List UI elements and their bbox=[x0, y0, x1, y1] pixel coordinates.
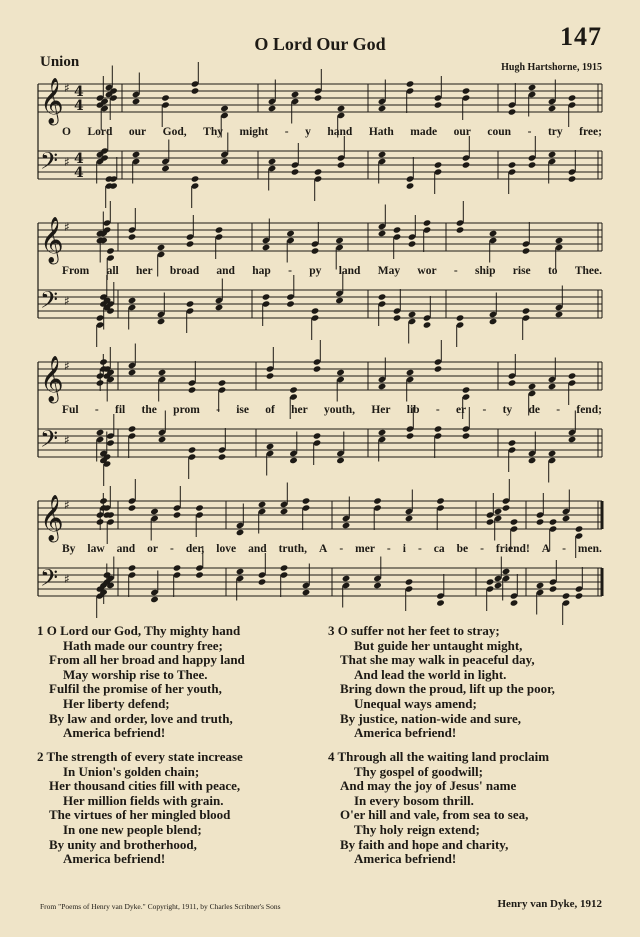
notehead bbox=[195, 504, 204, 511]
lyric-syllable: ca bbox=[433, 543, 445, 555]
lyric-syllable: - bbox=[453, 265, 458, 277]
notehead bbox=[555, 311, 564, 318]
lyric-syllable: hap bbox=[252, 265, 271, 277]
lyric-syllable: y bbox=[305, 126, 311, 138]
lyric-syllable: friend! bbox=[495, 543, 530, 555]
sharp-key-signature: ♯ bbox=[64, 155, 70, 169]
lyric-syllable: Hath bbox=[368, 126, 394, 138]
stanza-4 bbox=[328, 750, 549, 867]
notehead bbox=[313, 365, 322, 372]
lyric-syllable: broad bbox=[169, 265, 200, 277]
lyric-syllable: - bbox=[288, 265, 292, 277]
stanza-line: From all her broad and happy land bbox=[49, 652, 245, 668]
lyric-syllable: love bbox=[216, 543, 237, 555]
notehead bbox=[280, 508, 289, 515]
notehead bbox=[236, 568, 245, 575]
notehead bbox=[335, 237, 344, 244]
notehead bbox=[462, 386, 471, 393]
stanza-line: Thy gospel of goodwill; bbox=[354, 763, 483, 779]
lyric-line-4 bbox=[62, 543, 602, 555]
lyric-syllable: Thy bbox=[203, 126, 223, 138]
lyric-syllable: or bbox=[147, 543, 159, 555]
notehead bbox=[266, 372, 275, 379]
lyric-syllable: might bbox=[239, 126, 269, 138]
notehead bbox=[486, 578, 495, 585]
notehead bbox=[528, 383, 537, 390]
lyric-line-1 bbox=[62, 126, 602, 138]
notehead bbox=[186, 300, 195, 307]
notehead bbox=[218, 453, 227, 460]
notehead bbox=[128, 297, 137, 304]
sharp-key-signature: ♯ bbox=[64, 81, 70, 95]
notehead bbox=[562, 592, 571, 599]
notehead bbox=[423, 321, 432, 328]
lyric-syllable: and bbox=[248, 543, 267, 555]
notehead bbox=[99, 358, 108, 365]
notehead bbox=[128, 564, 137, 571]
notehead bbox=[548, 151, 557, 158]
lyric-syllable: Thee. bbox=[574, 265, 602, 277]
notehead bbox=[373, 497, 382, 504]
notehead bbox=[502, 504, 511, 511]
notehead bbox=[549, 518, 558, 525]
notehead bbox=[186, 240, 195, 247]
notehead bbox=[132, 151, 141, 158]
lyric-syllable: mer bbox=[355, 543, 375, 555]
sharp-key-signature: ♯ bbox=[64, 294, 70, 308]
notehead bbox=[262, 244, 271, 251]
notehead bbox=[106, 439, 115, 446]
notehead bbox=[289, 386, 298, 393]
lyric-syllable: Lord bbox=[87, 126, 113, 138]
stanza-line: And may the joy of Jesus' name bbox=[340, 778, 517, 794]
notehead bbox=[548, 383, 557, 390]
sharp-key-signature: ♯ bbox=[64, 572, 70, 586]
notehead bbox=[436, 497, 445, 504]
notehead bbox=[406, 432, 415, 439]
lyric-syllable: - bbox=[435, 404, 440, 416]
lyric-syllable: and bbox=[216, 265, 235, 277]
notehead bbox=[335, 297, 344, 304]
lyric-syllable: - bbox=[417, 543, 422, 555]
lyric-syllable: der, bbox=[185, 543, 205, 555]
lyric-syllable: ise bbox=[236, 404, 249, 416]
notehead bbox=[106, 247, 115, 254]
lyric-syllable: - bbox=[482, 404, 487, 416]
notehead bbox=[373, 582, 382, 589]
stanza-line: By law and order, love and truth, bbox=[49, 710, 233, 726]
lyric-syllable: - bbox=[170, 543, 174, 555]
notehead bbox=[99, 497, 108, 504]
notehead bbox=[280, 564, 289, 571]
notehead bbox=[314, 168, 323, 175]
stanza-line: In Union's golden chain; bbox=[63, 763, 200, 779]
lyric-syllable: fil bbox=[115, 404, 126, 416]
notehead bbox=[462, 432, 471, 439]
notehead bbox=[158, 436, 167, 443]
lyric-syllable: our bbox=[128, 126, 147, 138]
notehead bbox=[128, 369, 137, 376]
lyric-syllable: - bbox=[556, 404, 561, 416]
notehead bbox=[462, 161, 471, 168]
lyric-line-3 bbox=[62, 404, 602, 416]
notehead bbox=[528, 457, 537, 464]
notehead bbox=[489, 318, 498, 325]
notehead bbox=[336, 457, 345, 464]
stanza-line: And lead the world in light. bbox=[354, 666, 507, 682]
hymn-number: 147 bbox=[560, 22, 602, 51]
notehead bbox=[494, 582, 503, 589]
stanza-line: In one new people blend; bbox=[63, 821, 202, 837]
notehead bbox=[456, 226, 465, 233]
lyric-syllable: Her bbox=[371, 404, 391, 416]
stanza-line: That she may walk in peaceful day, bbox=[340, 652, 535, 668]
lyric-syllable: rise bbox=[512, 265, 531, 277]
lyric-syllable: her bbox=[291, 404, 308, 416]
notehead bbox=[337, 161, 346, 168]
notehead bbox=[508, 161, 517, 168]
notehead bbox=[150, 508, 159, 515]
lyric-syllable: lib bbox=[406, 404, 420, 416]
lyric-syllable: A bbox=[541, 543, 551, 555]
notehead bbox=[549, 585, 558, 592]
lyric-syllable: May bbox=[377, 265, 401, 277]
bass-clef: 𝄢 bbox=[40, 147, 59, 180]
lyric-syllable: Ful bbox=[62, 404, 79, 416]
notehead bbox=[434, 425, 443, 432]
notehead bbox=[508, 108, 517, 115]
notehead bbox=[268, 105, 277, 112]
notehead bbox=[266, 443, 275, 450]
stanza-line: Bring down the proud, lift up the poor, bbox=[340, 681, 555, 697]
tune-name: Union bbox=[40, 54, 80, 70]
notehead bbox=[215, 304, 224, 311]
lyric-syllable: God, bbox=[162, 126, 187, 138]
notehead bbox=[258, 501, 267, 508]
notehead bbox=[528, 161, 537, 168]
lyric-syllable: i bbox=[402, 543, 406, 555]
notehead bbox=[406, 80, 415, 87]
notehead bbox=[502, 568, 511, 575]
notehead bbox=[336, 369, 345, 376]
lyric-syllable: youth, bbox=[324, 404, 356, 416]
lyric-syllable: truth, bbox=[278, 543, 308, 555]
stanza-line: Her thousand cities fill with peace, bbox=[49, 778, 241, 794]
notehead bbox=[536, 518, 545, 525]
notehead bbox=[378, 429, 387, 436]
notehead bbox=[289, 457, 298, 464]
lyric-syllable: coun bbox=[487, 126, 512, 138]
notehead bbox=[188, 446, 197, 453]
notehead bbox=[262, 293, 271, 300]
notehead bbox=[215, 226, 224, 233]
lyric-syllable: made bbox=[410, 126, 438, 138]
notehead bbox=[528, 84, 537, 91]
notehead bbox=[236, 529, 245, 536]
notehead bbox=[161, 165, 170, 172]
lyric-syllable: By bbox=[62, 543, 76, 555]
notehead bbox=[408, 240, 417, 247]
stanza-line: By unity and brotherhood, bbox=[49, 836, 197, 852]
notehead bbox=[191, 175, 200, 182]
notehead bbox=[434, 101, 443, 108]
stanza-line: Thy holy reign extend; bbox=[354, 821, 480, 837]
lyric-syllable: de bbox=[528, 404, 540, 416]
sharp-key-signature: ♯ bbox=[64, 433, 70, 447]
notehead bbox=[548, 450, 557, 457]
notehead bbox=[378, 105, 387, 112]
stanza-line: May worship rise to Thee. bbox=[63, 666, 208, 682]
lyric-syllable: A bbox=[319, 543, 328, 555]
bass-clef: 𝄢 bbox=[40, 286, 59, 319]
notehead bbox=[393, 314, 402, 321]
lyric-syllable: ty bbox=[502, 404, 513, 416]
lyric-syllable: to bbox=[547, 265, 558, 277]
notehead bbox=[268, 158, 277, 165]
stanza-line: America befriend! bbox=[354, 851, 457, 867]
lyric-syllable: From bbox=[62, 265, 90, 277]
notehead bbox=[173, 564, 182, 571]
lyric-syllable: - bbox=[284, 126, 289, 138]
notehead bbox=[132, 98, 141, 105]
notehead bbox=[378, 230, 387, 237]
lyric-syllable: - bbox=[94, 404, 99, 416]
lyric-syllable: land bbox=[338, 265, 361, 277]
lyric-syllable: - bbox=[386, 543, 391, 555]
stanza-line: Unequal ways amend; bbox=[354, 695, 477, 711]
time-signature: 4 bbox=[74, 98, 84, 114]
lyric-line-2 bbox=[62, 265, 602, 277]
stanza-line: By faith and hope and charity, bbox=[340, 836, 509, 852]
notehead bbox=[575, 525, 584, 532]
notehead bbox=[568, 175, 577, 182]
bass-clef: 𝄢 bbox=[40, 564, 59, 597]
notehead bbox=[508, 379, 517, 386]
notehead bbox=[406, 182, 415, 189]
notehead bbox=[311, 307, 320, 314]
notehead bbox=[436, 599, 445, 606]
hymn-title: O Lord Our God bbox=[254, 34, 386, 54]
notehead bbox=[291, 91, 300, 98]
treble-clef: 𝄞 bbox=[40, 78, 64, 124]
lyric-syllable: law bbox=[87, 543, 105, 555]
bass-clef: 𝄢 bbox=[40, 425, 59, 458]
sharp-key-signature: ♯ bbox=[64, 359, 70, 373]
stanza-line: 4 Through all the waiting land proclaim bbox=[328, 749, 550, 764]
lyric-syllable: O bbox=[62, 126, 71, 138]
notehead bbox=[302, 589, 311, 596]
notehead bbox=[157, 318, 166, 325]
notehead bbox=[191, 87, 200, 94]
treble-clef: 𝄞 bbox=[40, 217, 64, 263]
time-signature: 4 bbox=[74, 84, 84, 100]
notehead bbox=[157, 244, 166, 251]
notehead bbox=[494, 508, 503, 515]
treble-clef: 𝄞 bbox=[40, 495, 64, 541]
notehead bbox=[548, 105, 557, 112]
stanza-line: The virtues of her mingled blood bbox=[49, 807, 231, 823]
notehead bbox=[405, 578, 414, 585]
stanza-line: Fulfil the promise of her youth, bbox=[49, 681, 222, 697]
notehead bbox=[96, 314, 105, 321]
lyric-syllable: - bbox=[480, 543, 484, 555]
notehead bbox=[508, 439, 517, 446]
notehead bbox=[434, 161, 443, 168]
notehead bbox=[291, 168, 300, 175]
notehead bbox=[342, 575, 351, 582]
notehead bbox=[378, 293, 387, 300]
notehead bbox=[150, 596, 159, 603]
notehead bbox=[522, 247, 531, 254]
stanza-1 bbox=[37, 624, 245, 741]
lyric-syllable: free; bbox=[579, 126, 602, 138]
stanza-line: O'er hill and vale, from sea to sea, bbox=[340, 807, 529, 823]
treble-clef: 𝄞 bbox=[40, 356, 64, 402]
notehead bbox=[434, 365, 443, 372]
lyric-syllable: try bbox=[547, 126, 563, 138]
lyric-syllable: - bbox=[339, 543, 344, 555]
notehead bbox=[555, 237, 564, 244]
lyric-syllable: hand bbox=[327, 126, 353, 138]
notehead bbox=[406, 369, 415, 376]
notehead bbox=[486, 518, 495, 525]
notehead bbox=[408, 311, 417, 318]
notehead bbox=[173, 511, 182, 518]
notehead bbox=[188, 386, 197, 393]
notehead bbox=[456, 314, 465, 321]
stanza-line: Hath made our country free; bbox=[63, 637, 223, 653]
lyric-syllable: our bbox=[453, 126, 471, 138]
notehead bbox=[510, 518, 519, 525]
lyric-syllable: - bbox=[562, 543, 566, 555]
notehead bbox=[342, 522, 351, 529]
time-signature: 4 bbox=[74, 151, 84, 167]
lyric-syllable: the bbox=[141, 404, 157, 416]
notehead bbox=[536, 582, 545, 589]
notehead bbox=[195, 571, 204, 578]
stanza-line: 3 O suffer not her feet to stray; bbox=[328, 623, 500, 638]
sharp-key-signature: ♯ bbox=[64, 498, 70, 512]
lyric-syllable: - bbox=[216, 404, 220, 416]
notehead bbox=[302, 497, 311, 504]
stanza-line: But guide her untaught might, bbox=[354, 637, 523, 653]
stanza-line: In every bosom thrill. bbox=[354, 792, 474, 808]
notehead bbox=[128, 425, 137, 432]
notehead bbox=[510, 599, 519, 606]
notehead bbox=[286, 230, 295, 237]
notehead bbox=[286, 300, 295, 307]
notehead bbox=[313, 432, 322, 439]
stanza-line: America befriend! bbox=[354, 725, 457, 741]
stanza-line: By justice, nation-wide and sure, bbox=[340, 710, 522, 726]
text-author: Henry van Dyke, 1912 bbox=[497, 898, 602, 910]
notehead bbox=[218, 379, 227, 386]
sharp-key-signature: ♯ bbox=[64, 220, 70, 234]
notehead bbox=[220, 105, 229, 112]
lyric-syllable: py bbox=[309, 265, 322, 277]
lyric-syllable: er bbox=[455, 404, 467, 416]
lyric-syllable: men. bbox=[577, 543, 602, 555]
lyric-syllable: fend; bbox=[576, 404, 602, 416]
composer-credit: Hugh Hartshorne, 1915 bbox=[501, 62, 602, 73]
notehead bbox=[337, 105, 346, 112]
notehead bbox=[522, 307, 531, 314]
notehead bbox=[258, 578, 267, 585]
time-signature: 4 bbox=[74, 165, 84, 181]
stanza-line: Her liberty defend; bbox=[63, 695, 170, 711]
copyright-notice: From "Poems of Henry van Dyke." Copyright, 1911, by Charles Scribner's Sons bbox=[40, 902, 281, 911]
lyric-syllable: - bbox=[527, 126, 532, 138]
lyric-syllable: of bbox=[265, 404, 275, 416]
notehead bbox=[568, 436, 577, 443]
notehead bbox=[220, 158, 229, 165]
stanza-line: 1 O Lord our God, Thy mighty hand bbox=[37, 623, 241, 638]
lyric-syllable: all bbox=[106, 265, 119, 277]
notehead bbox=[393, 226, 402, 233]
stanza-3 bbox=[328, 624, 555, 741]
notehead bbox=[158, 369, 167, 376]
lyric-syllable: and bbox=[116, 543, 136, 555]
stanza-line: America befriend! bbox=[63, 851, 166, 867]
stanza-line: America befriend! bbox=[63, 725, 166, 741]
lyric-syllable: her bbox=[136, 265, 153, 277]
notehead bbox=[423, 219, 432, 226]
notehead bbox=[562, 515, 571, 522]
lyric-syllable: be bbox=[456, 543, 469, 555]
notehead bbox=[314, 94, 323, 101]
lyric-syllable: prom bbox=[173, 404, 200, 416]
notehead bbox=[568, 94, 577, 101]
stanza-2 bbox=[37, 750, 243, 867]
lyric-syllable: ship bbox=[475, 265, 496, 277]
stanza-line: Her million fields with grain. bbox=[63, 792, 224, 808]
notehead bbox=[161, 94, 170, 101]
lyric-syllable: wor bbox=[417, 265, 437, 277]
notehead bbox=[128, 504, 137, 511]
notehead bbox=[311, 247, 320, 254]
notehead bbox=[378, 151, 387, 158]
notehead bbox=[378, 383, 387, 390]
notehead bbox=[462, 87, 471, 94]
notehead bbox=[405, 515, 414, 522]
stanza-line: 2 The strength of every state increase bbox=[37, 749, 243, 764]
notehead bbox=[96, 429, 105, 436]
notehead bbox=[128, 233, 137, 240]
notehead bbox=[568, 372, 577, 379]
notehead bbox=[575, 592, 584, 599]
notehead bbox=[489, 230, 498, 237]
